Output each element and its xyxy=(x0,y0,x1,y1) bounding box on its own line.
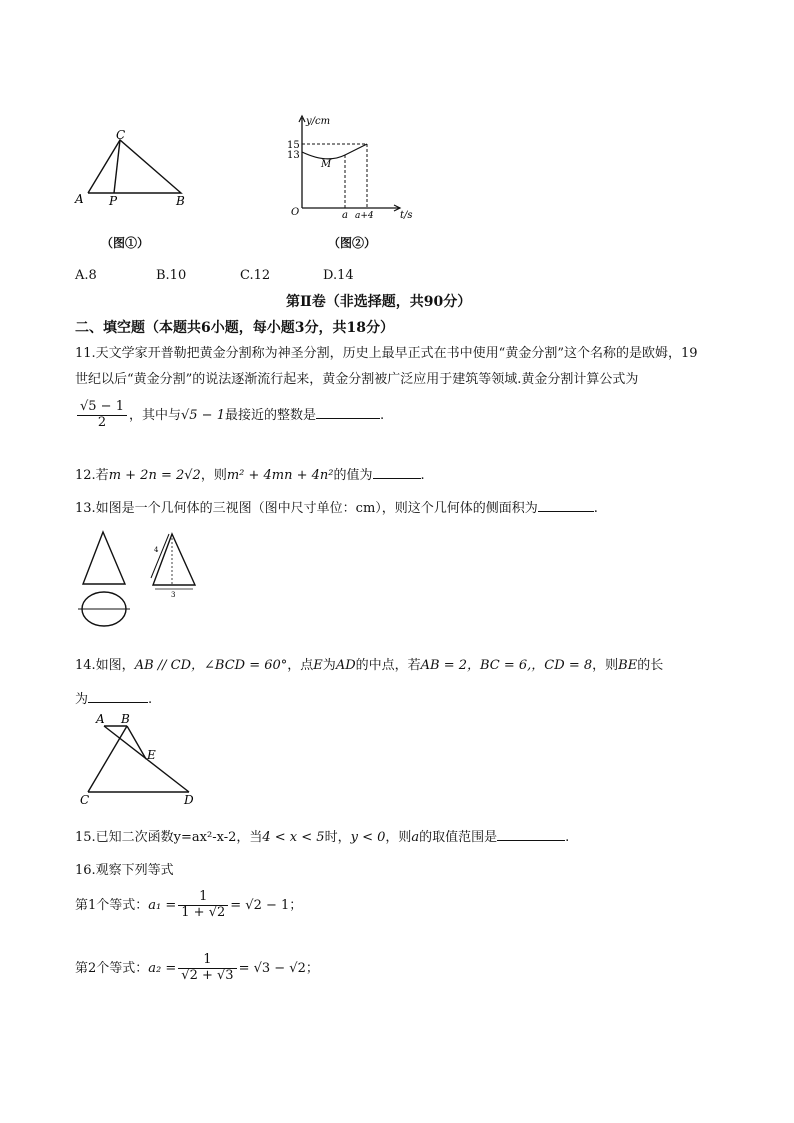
q13-side-view xyxy=(153,534,195,585)
q16-eq2-label: 第2个等式： xyxy=(75,960,149,976)
q13-line xyxy=(75,497,598,516)
q14-label-d: D xyxy=(184,793,194,807)
q16-eq1-numerator: 1 xyxy=(178,890,228,906)
q15-variable: a xyxy=(411,830,420,845)
fig2-y-tick-15: 15 xyxy=(287,140,300,151)
q11-fraction-denominator: 2 xyxy=(97,414,107,430)
fig2-y-axis-label: y/cm xyxy=(306,116,331,127)
fig2-x-axis-label: t/s xyxy=(400,210,413,221)
q11-golden-fraction xyxy=(77,400,127,431)
q16-eq1-label: 第1个等式： xyxy=(75,897,149,913)
option-d: D.14 xyxy=(323,268,354,283)
section-title: 二、填空题（本题共6小题，每小题3分，共18分） xyxy=(75,320,394,336)
q13-front-view xyxy=(83,532,125,584)
q14-given: AB // CD，∠BCD = 60° xyxy=(134,658,288,673)
q14-end: . xyxy=(148,692,153,707)
fig1-label-b: B xyxy=(176,194,185,208)
q14-values: AB = 2，BC = 6,，CD = 8 xyxy=(420,658,593,673)
fig2-x-tick-a: a xyxy=(342,210,348,221)
q16-eq2-lhs: a₂ = xyxy=(148,960,177,976)
q14-label-e: E xyxy=(147,748,156,762)
q15-answer-blank[interactable] xyxy=(497,828,565,841)
q16-equation-2 xyxy=(75,953,319,984)
q14-mid-4: ，则 xyxy=(592,658,619,673)
q14-point-e: E xyxy=(313,658,323,673)
q11-text-b: 最接近的整数是 xyxy=(224,407,316,423)
q14-segment-ad: AD xyxy=(335,658,356,673)
q16-eq1-lhs: a₁ = xyxy=(148,897,177,913)
q14-mid-3: 的中点，若 xyxy=(355,658,421,673)
fig2-point-m: M xyxy=(321,159,332,170)
q14-label-b: B xyxy=(121,712,130,726)
q14-line-2-text: 为 xyxy=(75,692,89,707)
q16-equation-1 xyxy=(75,890,302,921)
fig1-label-p: P xyxy=(109,194,118,208)
q13-end: . xyxy=(593,501,598,516)
option-c: C.12 xyxy=(240,268,271,283)
q11-end: . xyxy=(380,407,385,423)
q14-answer-blank[interactable] xyxy=(88,690,148,703)
q11-formula-line xyxy=(75,400,384,431)
volume-title: 第Ⅱ卷（非选择题，共90分） xyxy=(286,294,472,310)
q13-dim-slant: 4 xyxy=(154,546,159,554)
q16-eq1-rhs: = √2 − 1； xyxy=(230,897,303,913)
q11-answer-blank[interactable] xyxy=(316,406,380,419)
q16-eq2-rhs: = √3 − √2； xyxy=(238,960,319,976)
q15-end: . xyxy=(565,830,570,845)
q12-condition: m + 2n = 2√2 xyxy=(108,468,201,483)
q13-answer-blank[interactable] xyxy=(538,499,594,512)
q15-condition: y < 0 xyxy=(350,830,386,845)
q14-label-c: C xyxy=(80,793,90,807)
q14-quadrilateral-figure xyxy=(75,710,205,810)
fig1-caption: （图①） xyxy=(101,236,150,250)
q15-line xyxy=(75,826,569,845)
fig2-origin: O xyxy=(291,207,300,218)
figure-1-triangle xyxy=(70,125,200,210)
q14-mid-2: 为 xyxy=(322,658,336,673)
fig2-x-tick-a4: a+4 xyxy=(355,211,374,221)
q16-eq2-fraction xyxy=(178,953,236,984)
q12-line xyxy=(75,464,425,483)
q14-line-2 xyxy=(75,688,152,707)
q13-text: 13.如图是一个几何体的三视图（图中尺寸单位：cm），则这个几何体的侧面积为 xyxy=(75,501,538,516)
q14-segment-be: BE xyxy=(618,658,638,673)
option-a: A.8 xyxy=(75,268,97,283)
q14-prefix: 14.如图， xyxy=(75,658,135,673)
q16-eq1-fraction xyxy=(178,890,228,921)
q16-eq2-denominator: √2 + √3 xyxy=(181,967,234,983)
q12-expression: m² + 4mn + 4n² xyxy=(226,468,334,483)
q11-line-1: 11.天文学家开普勒把黄金分割称为神圣分割，历史上最早正式在书中使用“黄金分割”这个名称的是欧姆，19 xyxy=(75,346,698,361)
q11-fraction-numerator: √5 − 1 xyxy=(77,400,127,416)
q15-mid-2: ，则 xyxy=(385,830,412,845)
q11-text-a: ，其中与 xyxy=(128,407,181,423)
q15-mid: 时， xyxy=(324,830,351,845)
q12-suffix: 的值为 xyxy=(333,468,373,483)
fig2-y-tick-13: 13 xyxy=(287,150,300,161)
q16-eq1-denominator: 1 + √2 xyxy=(181,904,226,920)
q15-suffix: 的取值范围是 xyxy=(419,830,498,845)
q14-line-1 xyxy=(75,654,663,673)
q12-answer-blank[interactable] xyxy=(373,466,421,479)
fig1-label-a: A xyxy=(75,192,84,206)
q11-expression: √5 − 1 xyxy=(181,407,225,423)
q12-end: . xyxy=(420,468,425,483)
q15-range: 4 < x < 5 xyxy=(262,830,325,845)
q11-line-2: 世纪以后“黄金分割”的说法逐渐流行起来，黄金分割被广泛应用于建筑等领域.黄金分割计算公式为 xyxy=(75,372,639,387)
q14-mid-1: ，点 xyxy=(287,658,314,673)
q12-prefix: 12.若 xyxy=(75,468,109,483)
q16-eq2-numerator: 1 xyxy=(178,953,236,969)
q16-title: 16.观察下列等式 xyxy=(75,863,174,878)
fig1-label-c: C xyxy=(116,128,126,142)
q13-three-views-figure xyxy=(75,528,205,633)
figure-2-graph xyxy=(282,112,422,224)
fig2-caption: （图②） xyxy=(328,236,377,250)
q13-dim-base: 3 xyxy=(171,591,176,599)
option-b: B.10 xyxy=(156,268,187,283)
q12-mid: ，则 xyxy=(200,468,227,483)
q15-prefix: 15.已知二次函数y=ax²-x-2，当 xyxy=(75,830,263,845)
q14-label-a: A xyxy=(96,712,105,726)
q14-tail: 的长 xyxy=(637,658,664,673)
